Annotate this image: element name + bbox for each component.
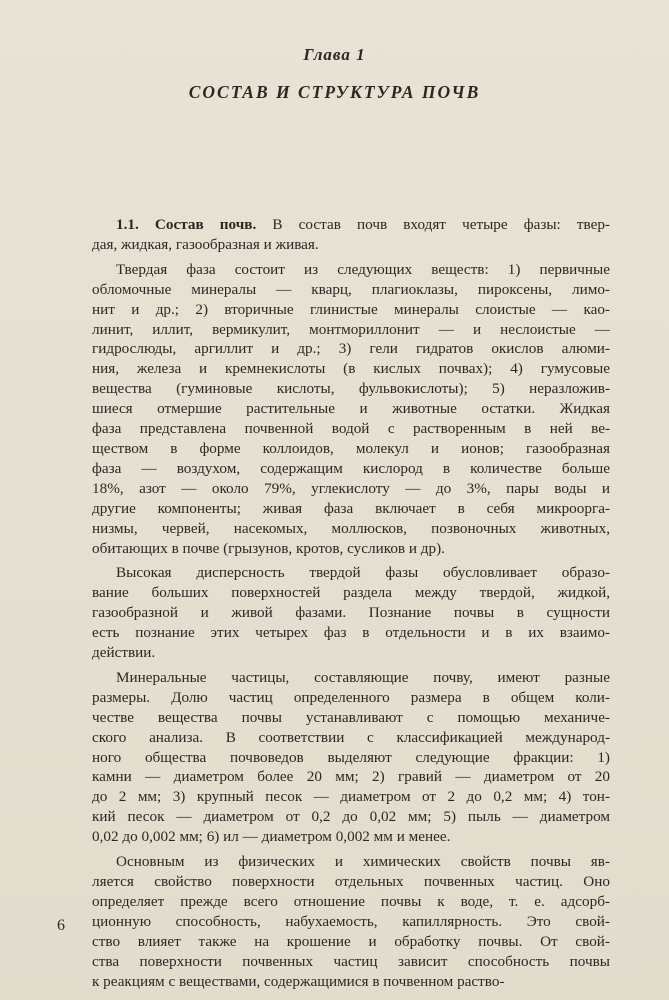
text-line: честве вещества почвы устанавливают с помощью механиче- [92, 708, 610, 726]
section-first-line-text: В состав почв входят четыре фазы: твер- [272, 216, 610, 233]
text-line: вание больших поверхностей раздела между твердой, жидкой, [92, 584, 610, 602]
text-line: кий песок — диаметром от 0,2 до 0,02 мм; 5) пыль — диаметром [92, 808, 610, 826]
text-line: гидрослюды, аргиллит и др.; 3) гели гидратов окислов алюми- [92, 340, 610, 358]
text-line: другие компоненты; живая фаза включает в себя микроорга- [92, 499, 610, 517]
text-line: Твердая фаза состоит из следующих веществ: 1) первичные [116, 260, 610, 278]
body-text [92, 215, 610, 991]
text-line: ство влияет также на крошение и обработку почвы. От свой- [92, 932, 610, 950]
section-heading: 1.1. Состав почв. [116, 216, 257, 233]
text-line: действии. [92, 644, 156, 662]
text-line: вещества (гуминовые кислоты, фульвокислоты); 5) неразложив- [92, 380, 610, 398]
text-line: есть познание этих четырех фаз в отдельности и в их взаимо- [92, 624, 610, 642]
paragraphs [92, 235, 610, 992]
text-line: ществом в форме коллоидов, молекул и ионов; газообразная [92, 439, 610, 457]
text-line: к реакциям с веществами, содержащимися в почвенном раство- [92, 972, 505, 990]
text-line: дая, жидкая, газообразная и живая. [92, 235, 319, 253]
text-line: определяет прежде всего отношение почвы к воде, т. е. адсорб- [92, 892, 610, 910]
text-line: ного общества почвоведов выделяют следующие фракции: 1) [92, 748, 610, 766]
chapter-title: СОСТАВ И СТРУКТУРА ПОЧВ [188, 82, 481, 102]
text-line: ского анализа. В соответствии с классификацией международ- [92, 728, 610, 746]
text-line: нит и др.; 2) вторичные глинистые минералы слоистые — као- [92, 300, 610, 318]
page-number: 6 [57, 917, 65, 934]
text-line: камни — диаметром более 20 мм; 2) гравий — диаметром от 20 [92, 768, 610, 786]
text-line: Минеральные частицы, составляющие почву, имеют разные [116, 668, 610, 686]
text-line: газообразной и живой фазами. Познание почвы в сущности [92, 604, 610, 622]
text-line: Основным из физических и химических свойств почвы яв- [116, 853, 610, 871]
text-line: Высокая дисперсность твердой фазы обусловливает образо- [116, 564, 610, 582]
text-line: фаза представлена почвенной водой с растворенным в ней ве- [92, 420, 610, 438]
text-line: шиеся отмершие растительные и животные остатки. Жидкая [92, 400, 610, 418]
text-line: ства поверхности почвенных частиц зависит способность почвы [92, 952, 610, 970]
chapter-label: Глава 1 [303, 45, 366, 64]
text-line: низмы, червей, насекомых, моллюсков, позвоночных животных, [92, 519, 610, 537]
text-line: размеры. Долю частиц определенного размера в общем коли- [92, 688, 610, 706]
text-line: ляется свойство поверхности отдельных почвенных частиц. Оно [92, 873, 610, 890]
text-line: ния, железа и кремнекислоты (в кислых почвах); 4) гумусовые [92, 360, 610, 378]
text-line: ционную способность, набухаемость, капиллярность. Это свой- [92, 912, 610, 930]
text-line: обломочные минералы — кварц, плагиоклазы, пироксены, лимо- [92, 280, 610, 298]
text-line: обитающих в почве (грызунов, кротов, сусликов и др). [92, 539, 445, 557]
text-line: 18%, азот — около 79%, углекислоту — до 3%, пары воды и [92, 479, 610, 497]
text-line: фаза — воздухом, содержащим кислород в количестве больше [92, 459, 610, 477]
section-first-line [92, 215, 610, 235]
text-line: до 2 мм; 3) крупный песок — диаметром от 2 до 0,2 мм; 4) тон- [92, 788, 610, 806]
text-line: линит, иллит, вермикулит, монтмориллонит — и неслоистые — [92, 320, 610, 338]
text-line: 0,02 до 0,002 мм; 6) ил — диаметром 0,002 мм и менее. [92, 828, 451, 846]
